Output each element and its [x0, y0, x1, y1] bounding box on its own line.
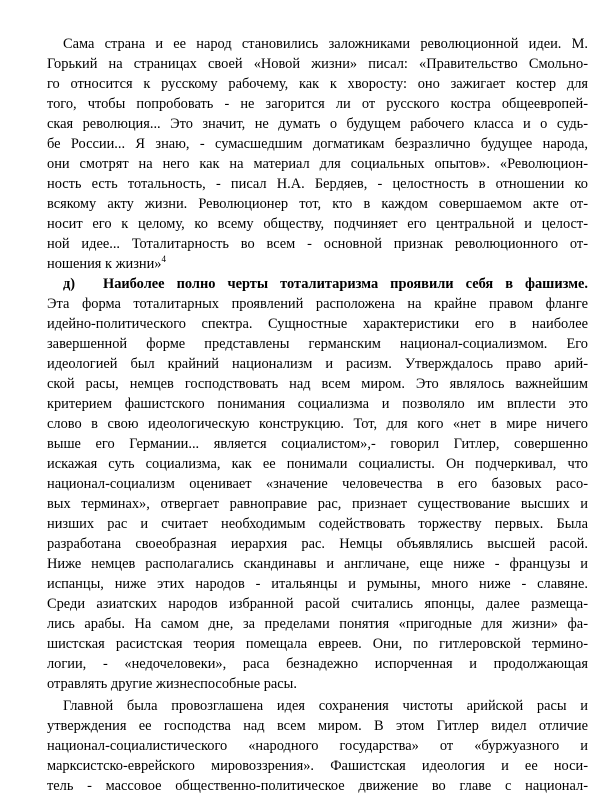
text-span: ношения к жизни» [47, 256, 162, 272]
section-marker: д) [63, 276, 76, 292]
text-line [47, 254, 588, 274]
text-line: марксистско-еврейского мировоззрения». Фашистская идеология и ее носи- [47, 758, 588, 774]
text-line: слово в свою идеологическую конструкцию. Тот, для кого «нет в мире ничего [47, 416, 588, 432]
text-line: национал-социалистического «народного государства» от «буржуазного и [47, 738, 588, 754]
text-line: они смотрят на него как на материал для социальных опытов». «Революцион- [47, 156, 588, 172]
footnote-ref: 4 [161, 254, 166, 265]
text-line: Горький на страницах своей «Новой жизни» писал: «Правительство Смольно- [47, 56, 588, 72]
text-line: Главной была провозглашена идея сохранения чистоты арийской расы и [63, 698, 588, 714]
text-line: низших рас и считает необходимым содействовать торжеству первых. Была [47, 516, 588, 532]
text-line: того, чтобы попробовать - не загорится ли от русского костра общеевропей- [47, 96, 588, 112]
text-line: го относится к русскому рабочему, как к хворосту: оно зажигает костер для [47, 76, 588, 92]
text-line: ская революция... Это значит, не думать о будущем рабочего класса и о судь- [47, 116, 588, 132]
text-line: шистская расистская теория помещала евреев. Они, по гитлеровской термино- [47, 636, 588, 652]
text-line: идеологией был крайний национализм и расизм. Утверждалось право арий- [47, 356, 588, 372]
text-line: утверждения ее господства над всем миром. В этом Гитлер видел отличие [47, 718, 588, 734]
text-line: критерием фашистского понимания социализма и позволяло им вплести это [47, 396, 588, 412]
text-line: завершенной форме представлены германским национал-социализмом. Его [47, 336, 588, 352]
text-line: Эта форма тоталитарных проявлений расположена на крайне правом фланге [47, 296, 588, 312]
text-line: Ниже немцев располагались скандинавы и англичане, еще ниже - французы и [47, 556, 588, 572]
text-line: выше его Германии... является социалистом»,- говорил Гитлер, совершенно [47, 436, 588, 452]
text-line: бе России... Я знаю, - сумасшедшим догматикам безразлично будущее народа, [47, 136, 588, 152]
text-line: национал-социализм оценивает «значение человечества в его базовых расо- [47, 476, 588, 492]
text-line: испанцы, ниже этих народов - итальянцы и румыны, много ниже - славяне. [47, 576, 588, 592]
text-line: отравлять другие жизнеспособные расы. [47, 676, 297, 692]
text-line: Среди азиатских народов избранной расой считались японцы, далее размеща- [47, 596, 588, 612]
text-line: лись арабы. На самом дне, за пределами понятия «пригодные для жизни» фа- [47, 616, 588, 632]
text-line: ной идее... Тоталитарность во всем - основной признак революционного от- [47, 236, 588, 252]
text-line: носит его к целому, ко всему обществу, подчиняет его центральной и целост- [47, 216, 588, 232]
text-line: идейно-политического спектра. Сущностные характеристики его в наиболее [47, 316, 588, 332]
text-line: логии, - «недочеловеки», раса безнадежно испорченная и продолжающая [47, 656, 588, 672]
text-line: разработана своеобразная иерархия рас. Немцы объявлялись высшей расой. [47, 536, 588, 552]
text-line: искажая суть социализма, как ее понимали социалисты. Он подчеркивал, что [47, 456, 588, 472]
text-line: ность есть тотальность, - писал Н.А. Бердяев, - целостность в отношении ко [47, 176, 588, 192]
text-line: ской расы, немцев господствовать над всем миром. Это являлось важнейшим [47, 376, 588, 392]
text-line: всякому акту жизни. Революционер тот, кто в каждом совершаемом акте от- [47, 196, 588, 212]
text-line: вых терминах», отвергает равноправие рас, признает существование высших и [47, 496, 588, 512]
text-line: Сама страна и ее народ становились заложниками революционной идеи. М. [63, 36, 588, 52]
text-line: тель - массовое общественно-политическое движение во главе с национал- [47, 778, 588, 794]
section-heading: Наиболее полно черты тоталитаризма проявили себя в фашизме. [103, 276, 588, 292]
